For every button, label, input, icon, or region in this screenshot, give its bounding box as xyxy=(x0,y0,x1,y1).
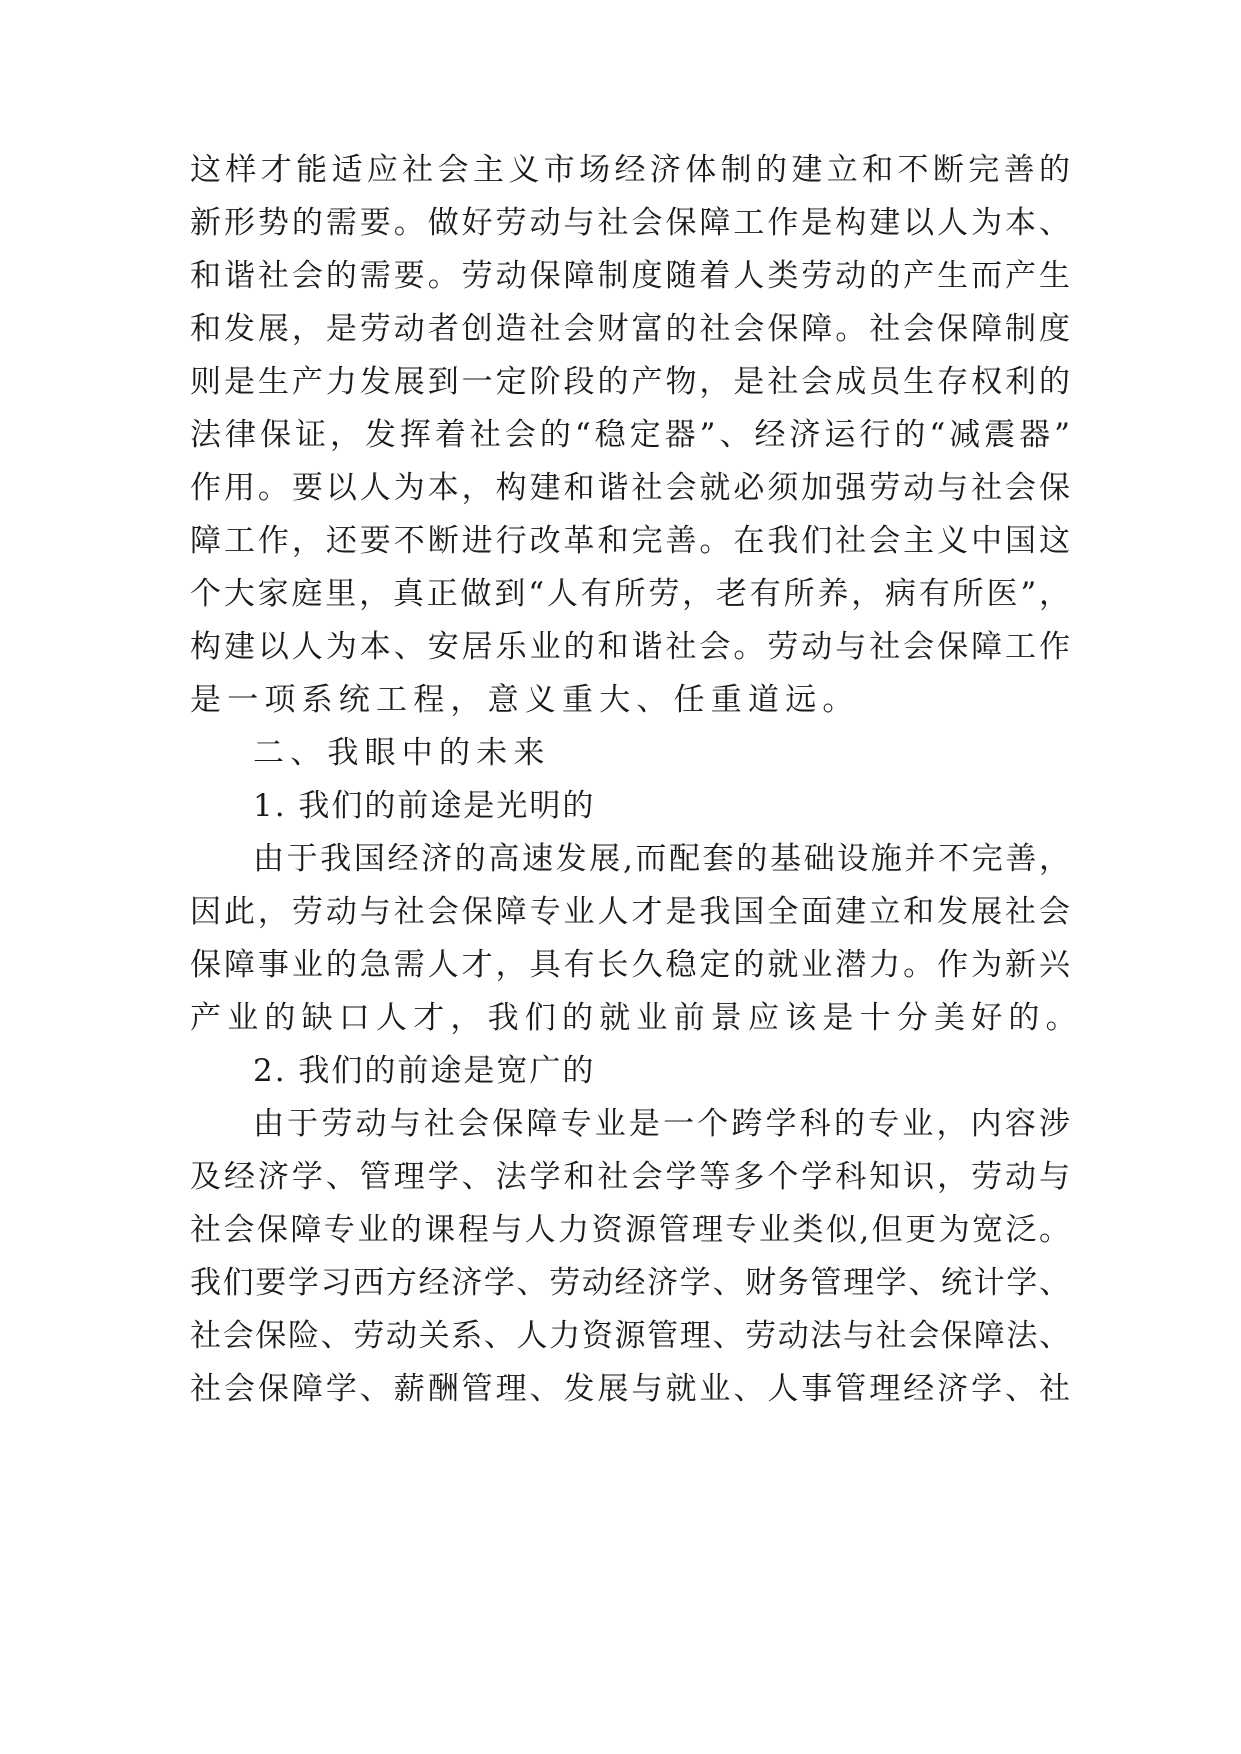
body-text-line: 构建以人为本、安居乐业的和谐社会。劳动与社会保障工作 xyxy=(190,629,1070,665)
body-text-line: 这样才能适应社会主义市场经济体制的建立和不断完善的 xyxy=(190,152,1070,188)
body-text-line: 作用。要以人为本，构建和谐社会就必须加强劳动与社会保 xyxy=(190,470,1070,506)
body-text-line: 法律保证，发挥着社会的“稳定器”、经济运行的“减震器” xyxy=(190,417,1070,453)
subsection-heading: 2. 我们的前途是宽广的 xyxy=(253,1053,596,1089)
body-text-line: 保障事业的急需人才，具有长久稳定的就业潜力。作为新兴 xyxy=(190,947,1070,983)
body-text-line: 则是生产力发展到一定阶段的产物，是社会成员生存权利的 xyxy=(190,364,1070,400)
body-text-line: 及经济学、管理学、法学和社会学等多个学科知识，劳动与 xyxy=(190,1159,1070,1195)
body-text-line: 新形势的需要。做好劳动与社会保障工作是构建以人为本、 xyxy=(190,205,1070,241)
body-text-line: 个大家庭里，真正做到“人有所劳，老有所养，病有所医”， xyxy=(190,576,1070,612)
body-text-line: 和谐社会的需要。劳动保障制度随着人类劳动的产生而产生 xyxy=(190,258,1070,294)
body-text-line: 和发展，是劳动者创造社会财富的社会保障。社会保障制度 xyxy=(190,311,1070,347)
body-text-line: 障工作，还要不断进行改革和完善。在我们社会主义中国这 xyxy=(190,523,1070,559)
section-heading: 二、我眼中的未来 xyxy=(253,735,551,771)
body-text-line: 社会保险、劳动关系、人力资源管理、劳动法与社会保障法、 xyxy=(190,1318,1070,1354)
body-text-line: 社会保障学、薪酬管理、发展与就业、人事管理经济学、社 xyxy=(190,1371,1070,1407)
body-text-line: 社会保障专业的课程与人力资源管理专业类似,但更为宽泛。 xyxy=(190,1212,1070,1248)
body-text-line: 产业的缺口人才，我们的就业前景应该是十分美好的。 xyxy=(190,1000,1083,1036)
body-text-line: 由于我国经济的高速发展,而配套的基础设施并不完善， xyxy=(253,841,1070,877)
body-text-line: 由于劳动与社会保障专业是一个跨学科的专业，内容涉 xyxy=(253,1106,1070,1142)
body-text-line: 我们要学习西方经济学、劳动经济学、财务管理学、统计学、 xyxy=(190,1265,1070,1301)
body-text-line: 因此，劳动与社会保障专业人才是我国全面建立和发展社会 xyxy=(190,894,1070,930)
subsection-heading: 1. 我们的前途是光明的 xyxy=(253,788,596,824)
body-text-line: 是一项系统工程，意义重大、任重道远。 xyxy=(190,682,860,718)
